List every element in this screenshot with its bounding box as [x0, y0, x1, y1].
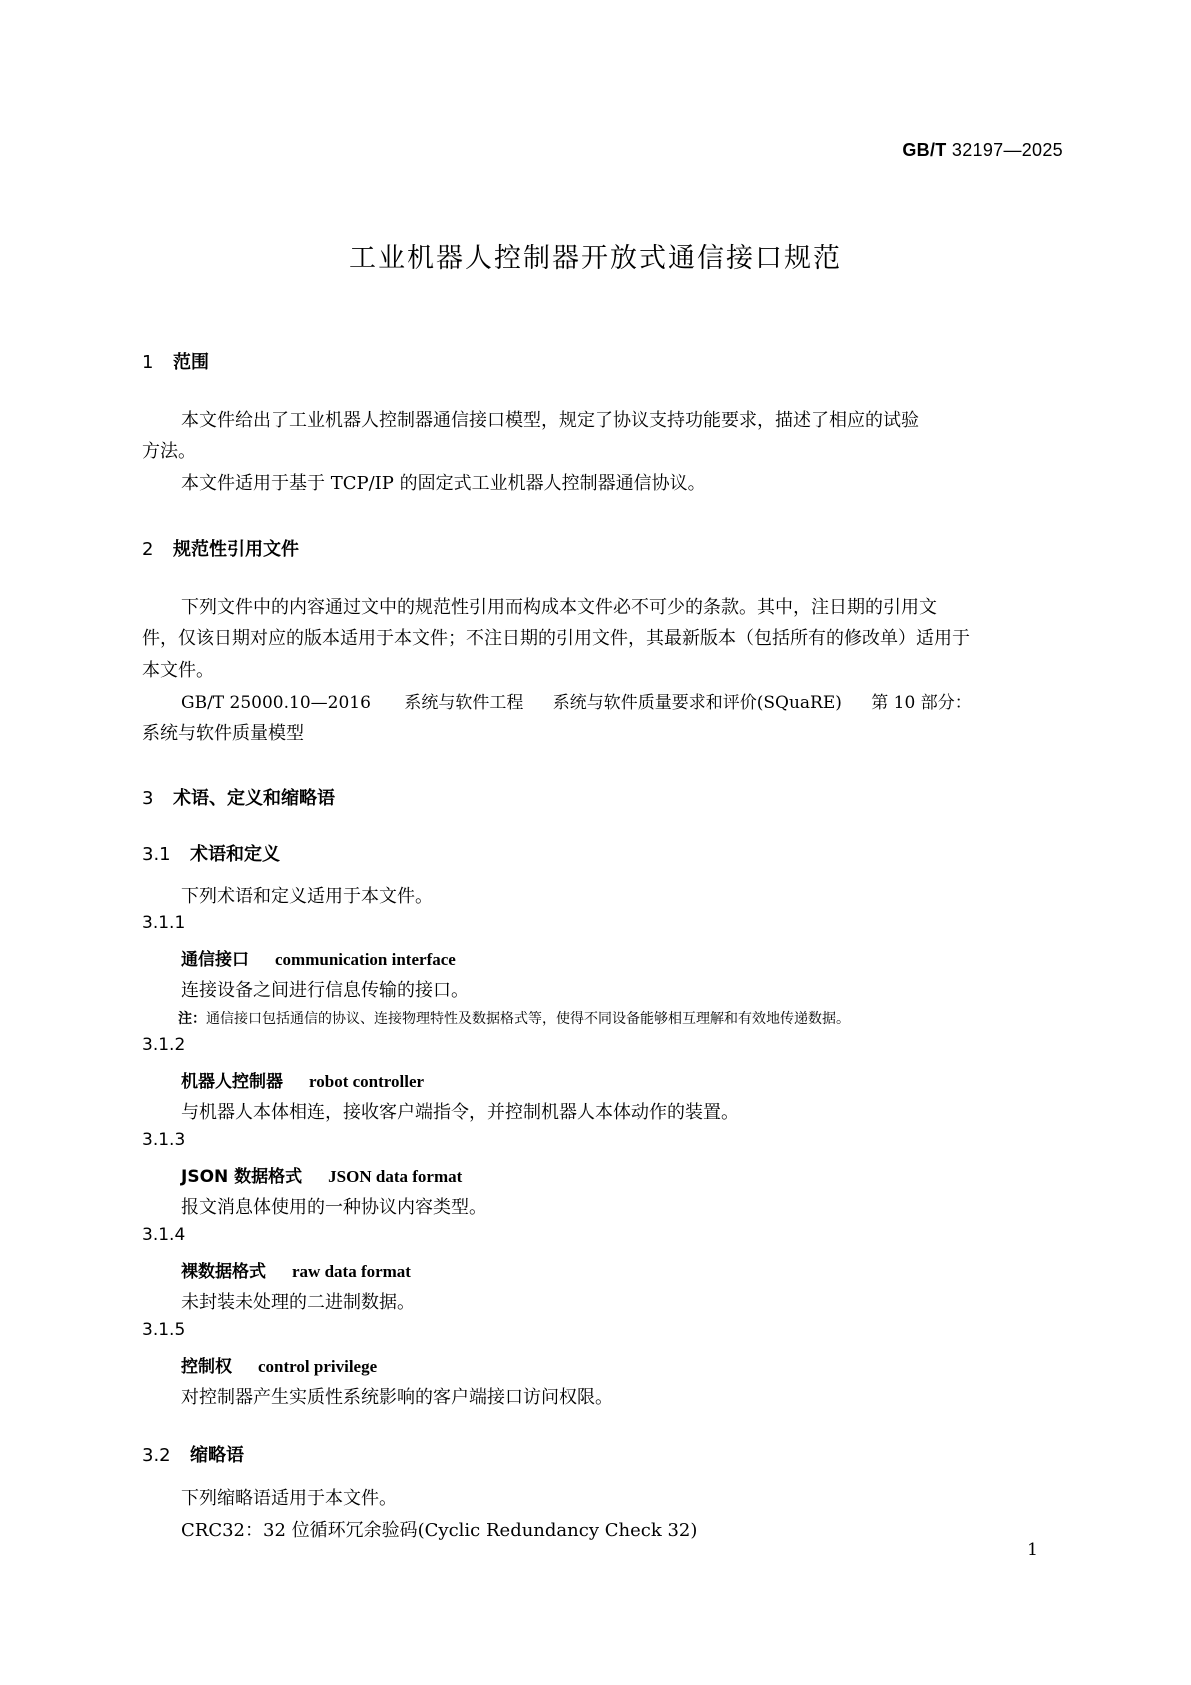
term-number: 3.1.1 — [142, 913, 186, 933]
abbreviation-entry: CRC32：32 位循环冗余验码(Cyclic Redundancy Check 32) — [181, 1520, 698, 1541]
term-number: 3.1.4 — [142, 1225, 186, 1245]
term-definition: 对控制器产生实质性系统影响的客户端接口访问权限。 — [181, 1387, 613, 1408]
term-definition: 与机器人本体相连，接收客户端指令，并控制机器人本体动作的装置。 — [181, 1102, 739, 1123]
reference-code: GB/T 25000.10—2016 — [181, 693, 371, 713]
document-title: 工业机器人控制器开放式通信接口规范 — [349, 243, 842, 274]
reference-title-part1: 系统与软件工程 — [404, 693, 524, 713]
s2-para-line3: 本文件。 — [142, 660, 214, 681]
s1-para1-line1: 本文件给出了工业机器人控制器通信接口模型，规定了协议支持功能要求，描述了相应的试验 — [181, 410, 919, 431]
term-number: 3.1.2 — [142, 1035, 186, 1055]
section-1-heading: 1 范围 — [142, 352, 209, 373]
section-3-2-heading: 3.2 缩略语 — [142, 1445, 244, 1466]
s1-para2: 本文件适用于基于 TCP/IP 的固定式工业机器人控制器通信协议。 — [181, 473, 706, 494]
term-entry: JSON 数据格式 JSON data format — [181, 1167, 463, 1187]
s2-ref-line2: 系统与软件质量模型 — [142, 723, 304, 744]
term-number: 3.1.3 — [142, 1130, 186, 1150]
term-entry: 机器人控制器 robot controller — [181, 1072, 425, 1092]
term-number: 3.1.5 — [142, 1320, 186, 1340]
s32-intro: 下列缩略语适用于本文件。 — [181, 1488, 397, 1509]
term-entry: 裸数据格式 raw data format — [181, 1262, 411, 1282]
term-definition: 报文消息体使用的一种协议内容类型。 — [181, 1197, 487, 1218]
section-3-1-heading: 3.1 术语和定义 — [142, 844, 280, 865]
s2-para-line1: 下列文件中的内容通过文中的规范性引用而构成本文件必不可少的条款。其中，注日期的引用文 — [181, 597, 937, 618]
section-3-heading: 3 术语、定义和缩略语 — [142, 788, 335, 809]
reference-title-part2: 系统与软件质量要求和评价(SQuaRE) — [552, 693, 842, 713]
term-entry: 控制权 control privilege — [181, 1357, 378, 1377]
s2-para-line2: 件，仅该日期对应的版本适用于本文件；不注日期的引用文件，其最新版本（包括所有的修改单）适用于 — [142, 628, 970, 649]
section-2-heading: 2 规范性引用文件 — [142, 539, 299, 560]
term-entry: 通信接口 communication interface — [181, 950, 456, 970]
reference-title-part3: 第 10 部分： — [871, 693, 972, 713]
standard-number: GB/T 32197—2025 — [902, 140, 1063, 160]
term-note: 注：通信接口包括通信的协议、连接物理特性及数据格式等，使得不同设备能够相互理解和有效地传递数据。 — [178, 1011, 850, 1027]
s31-intro: 下列术语和定义适用于本文件。 — [181, 886, 433, 907]
page-number: 1 — [1027, 1540, 1038, 1560]
term-definition: 未封装未处理的二进制数据。 — [181, 1292, 415, 1313]
normative-reference — [181, 688, 972, 713]
term-definition: 连接设备之间进行信息传输的接口。 — [181, 980, 469, 1001]
s1-para1-line2: 方法。 — [142, 441, 196, 462]
